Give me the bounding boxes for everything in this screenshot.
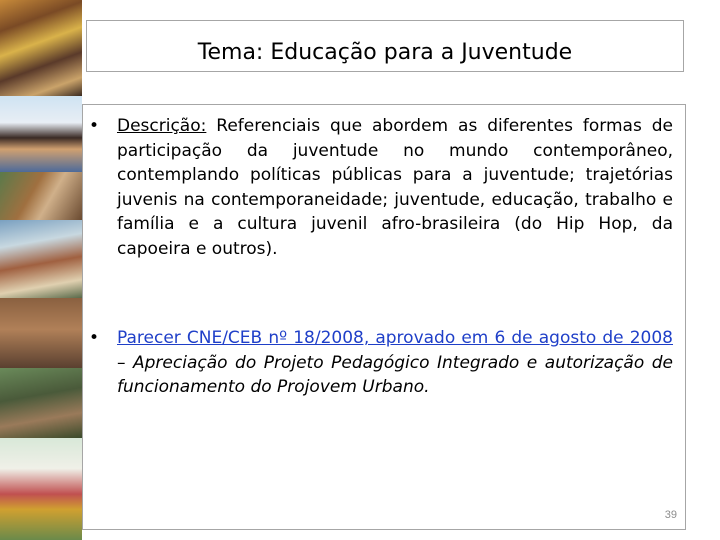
bullet-icon: • — [89, 116, 100, 136]
reference-bullet — [89, 326, 673, 400]
photo-community — [0, 368, 82, 438]
photo-classroom — [0, 220, 82, 298]
reference-separator: – — [117, 352, 134, 373]
title-box — [86, 20, 684, 72]
description-text-block — [117, 114, 673, 261]
photo-hands — [0, 172, 82, 220]
photo-house — [0, 298, 82, 368]
photo-students — [0, 96, 82, 172]
photo-event — [0, 438, 82, 540]
reference-text-block — [117, 326, 673, 400]
reference-text: Apreciação do Projeto Pedagógico Integrado e autorização de funcionamento do Projovem Urbano. — [117, 352, 674, 397]
description-text: Referenciais que abordem as diferentes formas de participação da juventude no mundo contemporâneo, contemplando políticas públicas para a juventude; trajetórias juvenis na contemporaneidade; juventude, educação, trabalho e família e a cultura juvenil afro-brasileira (do Hip Hop, da capoeira e outros). — [117, 116, 673, 259]
photo-children-group — [0, 0, 82, 96]
bullet-icon: • — [89, 328, 100, 348]
description-bullet — [89, 114, 673, 261]
slide-title: Tema: Educação para a Juventude — [197, 39, 573, 65]
photo-collage-strip — [0, 0, 82, 540]
parecer-link[interactable]: Parecer CNE/CEB nº 18/2008, aprovado em 6 de agosto de 2008 — [117, 328, 673, 348]
page-number: 39 — [664, 509, 677, 521]
description-label: Descrição: — [117, 116, 207, 136]
content-box — [82, 104, 686, 530]
